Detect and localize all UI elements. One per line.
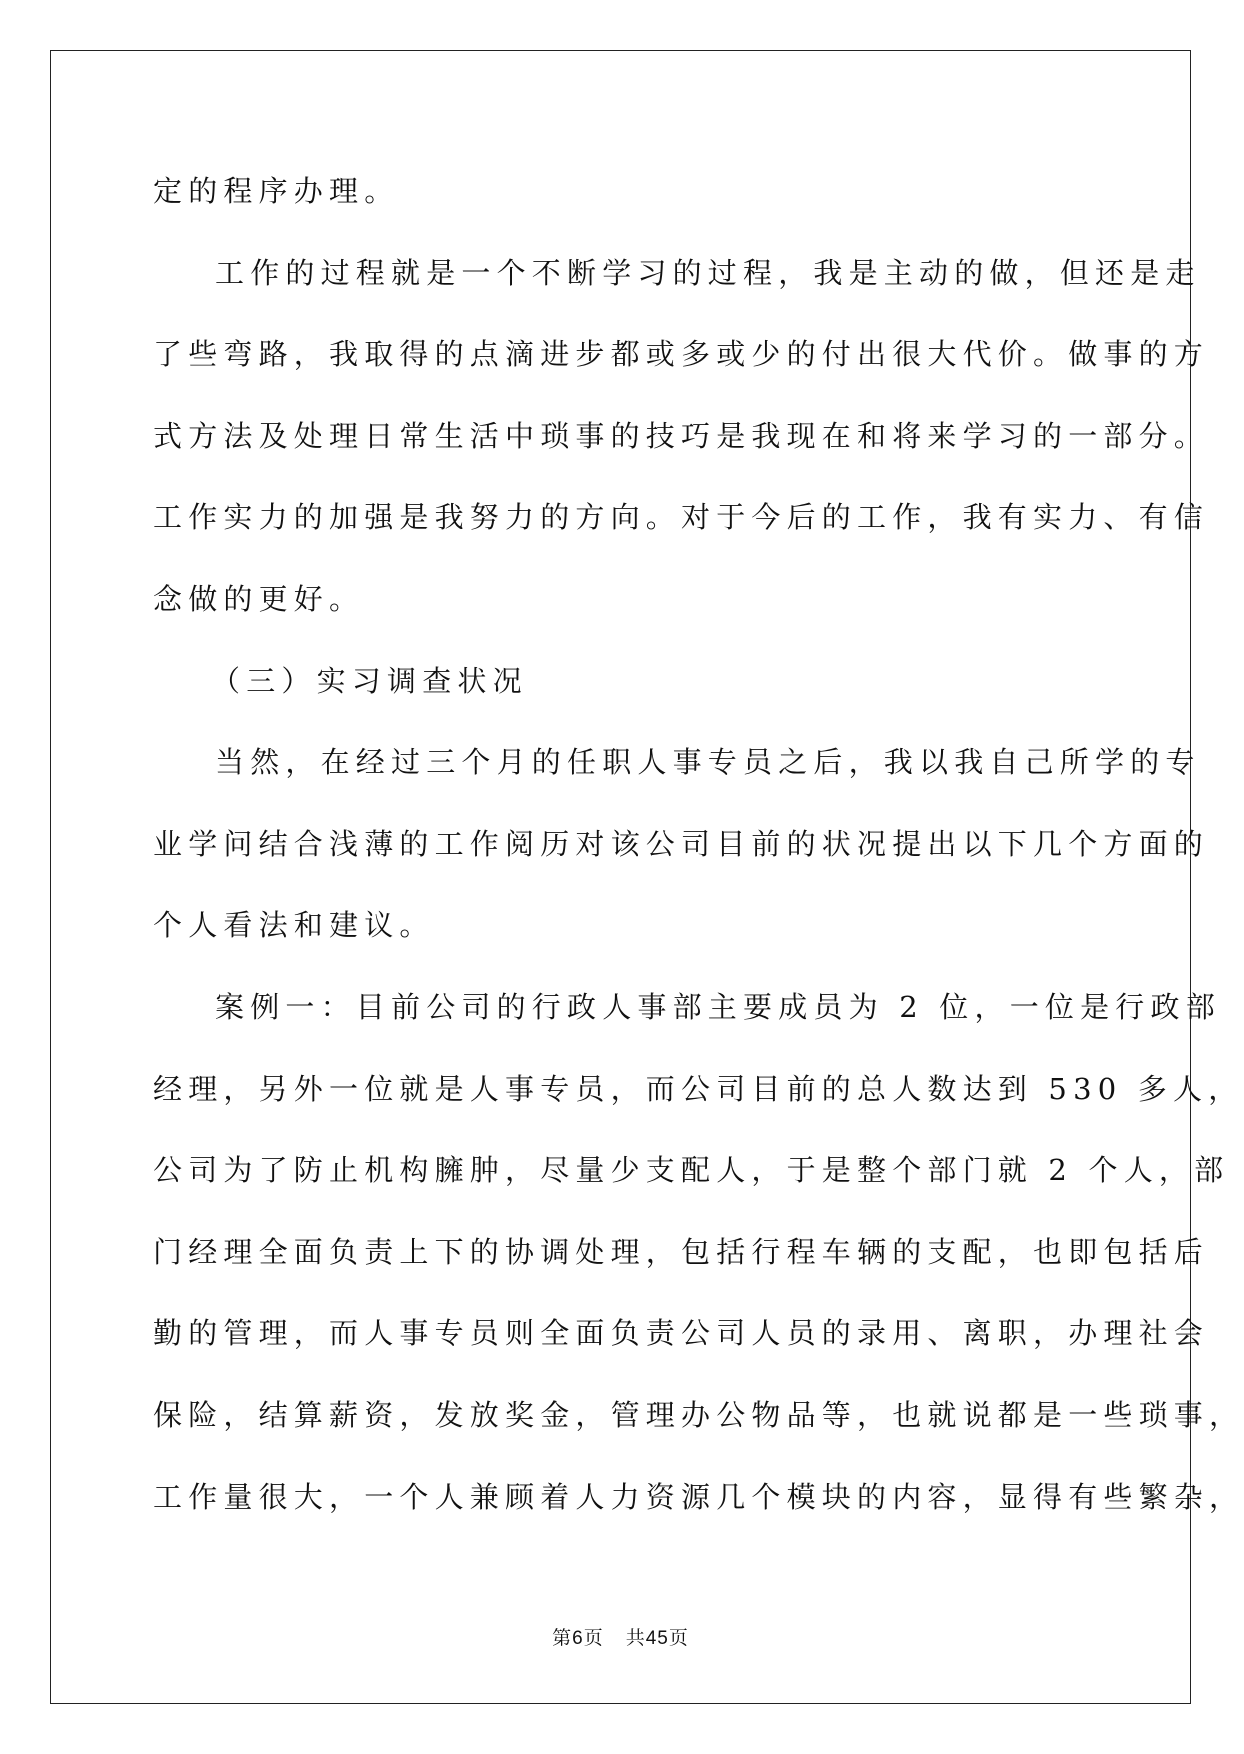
- page-suffix: 页: [583, 1627, 604, 1649]
- page-prefix: 第: [552, 1627, 573, 1649]
- text-line: 经理，另外一位就是人事专员，而公司目前的总人数达到 530 多人，: [153, 1071, 1244, 1106]
- page-footer: [0, 1623, 1241, 1650]
- text-line: 门经理全面负责上下的协调处理，包括行程车辆的支配，也即包括后: [153, 1234, 1210, 1269]
- text-line: 勤的管理，而人事专员则全面负责公司人员的录用、离职，办理社会: [153, 1316, 1210, 1351]
- page-number: 6: [572, 1628, 584, 1649]
- total-pages: 45: [645, 1628, 669, 1649]
- paragraph-start: 当然，在经过三个月的任职人事专员之后，我以我自己所学的专: [215, 745, 1201, 780]
- section-heading: （三）实习调查状况: [211, 663, 528, 698]
- text-line: 了些弯路，我取得的点滴进步都或多或少的付出很大代价。做事的方: [153, 337, 1210, 372]
- document-body: [153, 165, 1244, 1552]
- text-line: 工作量很大，一个人兼顾着人力资源几个模块的内容，显得有些繁杂，: [153, 1479, 1244, 1514]
- total-prefix: 共: [625, 1627, 646, 1649]
- text-line: 式方法及处理日常生活中琐事的技巧是我现在和将来学习的一部分。: [153, 418, 1210, 453]
- total-suffix: 页: [668, 1627, 689, 1649]
- text-line: 念做的更好。: [153, 581, 365, 616]
- text-line: 个人看法和建议。: [153, 908, 435, 943]
- text-line: 公司为了防止机构臃肿，尽量少支配人，于是整个部门就 2 个人，部: [153, 1153, 1230, 1188]
- paragraph-start: 案例一：目前公司的行政人事部主要成员为 2 位，一位是行政部: [215, 989, 1221, 1024]
- text-line: 业学问结合浅薄的工作阅历对该公司目前的状况提出以下几个方面的: [153, 826, 1210, 861]
- paragraph-start: 工作的过程就是一个不断学习的过程，我是主动的做，但还是走: [215, 255, 1201, 290]
- text-line: 定的程序办理。: [153, 174, 400, 208]
- text-line: 工作实力的加强是我努力的方向。对于今后的工作，我有实力、有信: [153, 500, 1210, 535]
- text-line: 保险，结算薪资，发放奖金，管理办公物品等，也就说都是一些琐事，: [153, 1397, 1244, 1432]
